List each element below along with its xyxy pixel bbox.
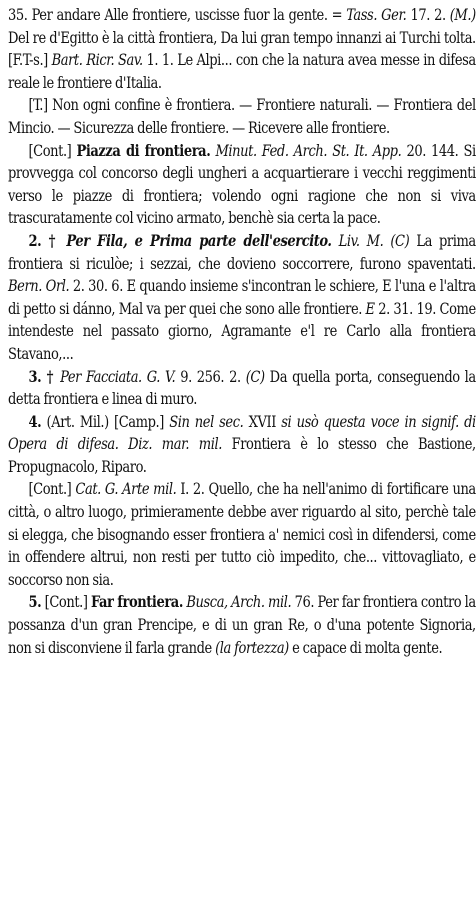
entry-paragraph-2 <box>8 94 476 139</box>
text-run: 4. <box>28 411 42 431</box>
text-run: Minut. Fed. Arch. St. It. App. <box>215 141 402 160</box>
text-run: Sin nel sec. <box>169 412 244 431</box>
text-run: XVII <box>243 412 282 431</box>
text-run: Busca, Arch. mil. <box>186 593 292 612</box>
text-run: (Art. Mil.) [Camp.] <box>41 412 170 431</box>
text-run: [T.] Non ogni confine è frontiera. — Frontiere naturali. — Frontiera del Mincio. — Sicurezza delle frontiere. — Ricevere alle frontiere. <box>8 96 476 137</box>
text-run: I. 2. Quello, che ha nell'animo di fortificare una città, o altro luogo, primieramente debbe aver riguardo al sito, perchè tale si elegga, che bisognando esser frontiera a' nemici così in difendersi, come in offendere altrui, non resti per tutto ciò impedito, che... vittovagliato, e soccorso non sia. <box>8 480 476 589</box>
text-run: Da quella porta, conseguendo la detta frontiera e linea di muro. <box>8 367 476 409</box>
text-run: Per Facciata. G. V. <box>60 367 176 386</box>
text-run: (M.) <box>449 6 476 24</box>
text-run: 5. <box>28 592 42 612</box>
text-run: = Tass. Ger. <box>331 6 411 24</box>
text-run: 2. 31. 19. Come intendeste nel passato giorno, Agramante e'l re Carlo alla frontiera Stavano,... <box>8 299 476 363</box>
text-run: 3. † <box>28 366 61 386</box>
text-run: 9. 256. 2. <box>175 367 246 386</box>
text-run: Liv. M. (C) <box>338 231 410 250</box>
text-run: 76. Per far frontiera contro la possanza d'un gran Prencipe, e di un gran Re, o d'una potente Signoria, non si disconviene il farla grande <box>8 593 476 657</box>
text-run: [Cont.] <box>28 480 76 499</box>
entry-paragraph-5 <box>8 366 476 411</box>
text-run: [Cont.] <box>28 141 77 160</box>
text-run: Far frontiera. <box>90 592 183 612</box>
entry-paragraph-8 <box>8 591 476 659</box>
entry-paragraph-1 <box>8 4 476 94</box>
text-run: Piazza di frontiera. <box>76 140 211 160</box>
text-run: 2. 30. 6. E quando insieme s'incontran le schiere, E l'una e l'altra di petto si dánno, Mal va per quei che sono alle frontiere. <box>8 277 476 318</box>
text-run: 1. 1. Le Alpi... con che la natura avea messe in difesa reale le frontiere d'Italia. <box>8 51 476 92</box>
text-run: 35. Per andare Alle frontiere, uscisse fuor la gente. <box>8 6 332 24</box>
text-run: 2. † <box>28 230 67 250</box>
text-run: 20. 144. Si provvegga col concorso degli ungheri a acquartierare i vecchi reggimenti verso le piazze di frontiera; volendo ogni ragione che non si viva trascuratamente col vicino armato, benchè sia certa la pace. <box>8 141 476 228</box>
text-run: Cat. G. Arte mil. <box>75 480 177 499</box>
text-run: E <box>365 299 375 318</box>
text-run: Per Fila, e Prima parte dell'esercito. <box>66 230 332 250</box>
text-run: e capace di molta gente. <box>288 638 443 657</box>
entry-paragraph-4 <box>8 230 476 366</box>
text-run: La prima frontiera si riculòe; i sezzai, che dovieno soccorrere, furono spaventati. <box>8 231 476 273</box>
entry-paragraph-6 <box>8 411 476 479</box>
text-run: Frontiera è lo stesso che Bastione, Propugnacolo, Riparo. <box>8 435 476 476</box>
text-run: (C) <box>245 367 265 386</box>
text-run: Del re d'Egitto è la città frontiera, Da lui gran tempo innanzi ai Turchi tolta. [F.T-s.] <box>8 28 476 70</box>
text-run <box>332 232 339 250</box>
text-run: Bern. Orl. <box>8 277 70 296</box>
text-run: Bart. Ricr. Sav. <box>51 51 143 70</box>
text-run: 17. 2. <box>410 6 450 24</box>
text-run: si usò questa voce in signif. di Opera di difesa. Diz. mar. mil. <box>8 412 476 454</box>
entry-paragraph-7 <box>8 478 476 591</box>
entry-paragraph-3 <box>8 140 476 230</box>
text-run: (la fortezza) <box>215 638 289 657</box>
text-run: [Cont.] <box>41 593 91 612</box>
